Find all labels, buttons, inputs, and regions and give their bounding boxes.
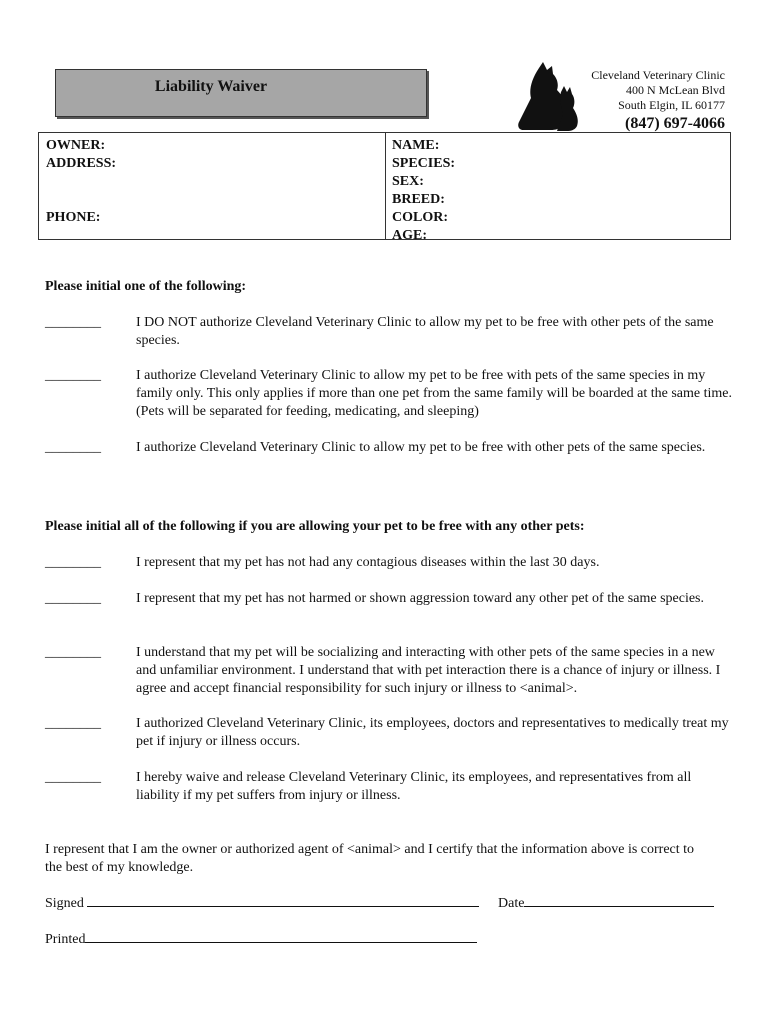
owner-column: [46, 137, 116, 227]
item-text: I represent that my pet has not harmed or shown aggression toward any other pet of the same species.: [136, 591, 704, 606]
section2-heading: Please initial all of the following if you are allowing your pet to be free with any other pets:: [45, 519, 585, 534]
item-text: I DO NOT authorize Cleveland Veterinary Clinic to allow my pet to be free with other pets of the same species.: [136, 315, 714, 348]
signed-row: [45, 894, 479, 912]
title-box: [55, 69, 427, 117]
item-text: I authorize Cleveland Veterinary Clinic to allow my pet to be free with other pets of the same species.: [136, 440, 706, 455]
printed-row: [45, 930, 477, 948]
signed-label: Signed: [45, 896, 84, 911]
dog-cat-logo-icon: [517, 62, 583, 132]
item-text: I understand that my pet will be socializing and interacting with other pets of the same species in a new and unfamiliar environment. I understand that with pet interaction there is a chance of injury or illness. I agree and accept financial responsibility for such injury or illness to <animal>.: [136, 645, 721, 696]
address-label: ADDRESS:: [46, 156, 117, 171]
initial-blank[interactable]: ________: [45, 555, 101, 570]
owner-label: OWNER:: [46, 138, 106, 153]
age-label: AGE:: [392, 228, 427, 243]
clinic-address: 400 N McLean Blvd: [626, 83, 725, 97]
phone-label: PHONE:: [46, 210, 101, 225]
name-label: NAME:: [392, 138, 440, 153]
section1-heading: Please initial one of the following:: [45, 279, 247, 294]
breed-label: BREED:: [392, 192, 445, 207]
initial-blank[interactable]: ________: [45, 368, 101, 383]
item-text: I authorize Cleveland Veterinary Clinic to allow my pet to be free with pets of the same species in my family only. This only applies if more than one pet from the same family will be boarded at the same time. (Pets will be separated for feeding, medicating, and sleeping): [136, 368, 733, 419]
date-line[interactable]: [524, 894, 714, 907]
date-label: Date: [498, 896, 525, 911]
initial-blank[interactable]: ________: [45, 440, 101, 455]
item-text: I hereby waive and release Cleveland Veterinary Clinic, its employees, and representatives from all liability if my pet suffers from injury or illness.: [136, 770, 692, 803]
sex-label: SEX:: [392, 174, 424, 189]
clinic-name: Cleveland Veterinary Clinic: [591, 68, 725, 82]
printed-line[interactable]: [85, 930, 477, 943]
printed-label: Printed: [45, 932, 86, 947]
item-text: I authorized Cleveland Veterinary Clinic, its employees, doctors and representatives to medically treat my pet if injury or illness occurs.: [136, 716, 729, 749]
page-title: Liability Waiver: [154, 78, 268, 95]
clinic-phone: (847) 697-4066: [625, 115, 725, 132]
item-text: I represent that my pet has not had any contagious diseases within the last 30 days.: [136, 555, 600, 570]
table-divider: [385, 133, 386, 239]
species-label: SPECIES:: [392, 156, 456, 171]
info-table: [38, 132, 731, 243]
address-gap: [46, 173, 116, 209]
initial-blank[interactable]: ________: [45, 716, 101, 731]
date-row: [498, 894, 714, 912]
color-label: COLOR:: [392, 210, 448, 225]
initial-blank[interactable]: ________: [45, 645, 101, 660]
signed-line[interactable]: [87, 894, 479, 907]
initial-blank[interactable]: ________: [45, 770, 101, 785]
pet-column: [392, 137, 455, 245]
initial-blank[interactable]: ________: [45, 315, 101, 330]
certification-text: I represent that I am the owner or authorized agent of <animal> and I certify that the information above is correct to the best of my knowledge.: [45, 842, 695, 875]
clinic-info: [591, 68, 725, 131]
initial-blank[interactable]: ________: [45, 591, 101, 606]
clinic-city: South Elgin, IL 60177: [618, 98, 725, 112]
